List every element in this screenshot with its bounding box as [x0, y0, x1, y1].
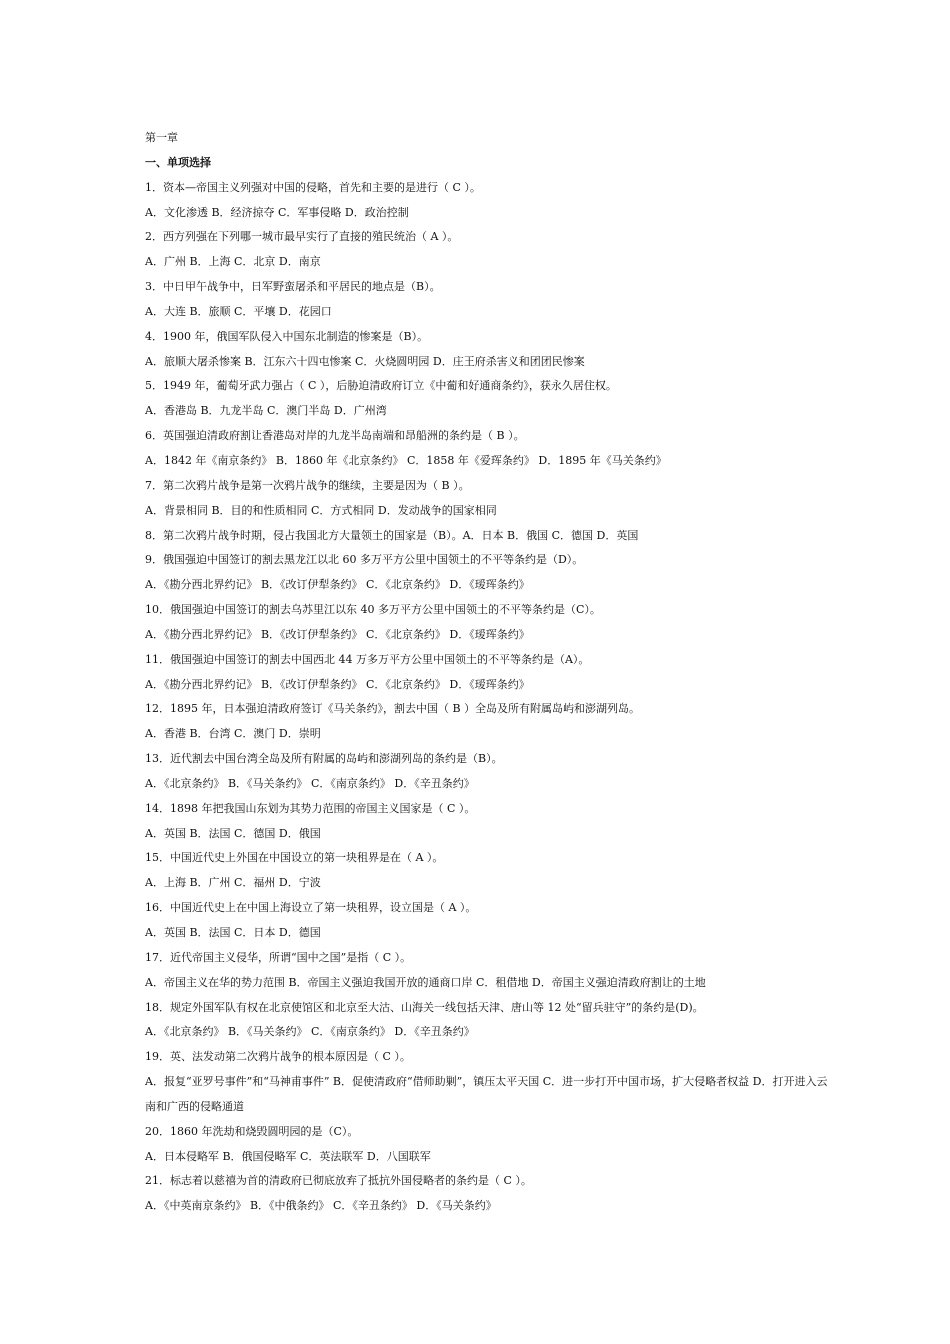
answer-options: A．报复“亚罗号事件”和“马神甫事件” B．促使清政府“借师助剿”，镇压太平天国 C．进一步打开中国市场，扩大侵略者权益 D．打开进入云南和广西的侵略通道 [145, 1075, 828, 1113]
question-text: 9．俄国强迫中国签订的割去黑龙江以北 60 多万平方公里中国领土的不平等条约是（D）。 [145, 553, 584, 567]
answer-options: A．《北京条约》 B．《马关条约》 C．《南京条约》 D．《辛丑条约》 [145, 1025, 475, 1039]
answer-options: A．《北京条约》 B．《马关条约》 C．《南京条约》 D．《辛丑条约》 [145, 776, 475, 790]
answer-options: A．文化渗透 B．经济掠夺 C．军事侵略 D．政治控制 [145, 205, 409, 219]
question-text: 19．英、法发动第二次鸦片战争的根本原因是（ C ）。 [145, 1050, 411, 1064]
answer-options: A．广州 B．上海 C．北京 D．南京 [145, 255, 321, 269]
question-text: 15．中国近代史上外国在中国设立的第一块租界是在（ A ）。 [145, 851, 444, 865]
question-text: 21．标志着以慈禧为首的清政府已彻底放弃了抵抗外国侵略者的条约是（ C ）。 [145, 1174, 532, 1188]
answer-options: A．英国 B．法国 C．德国 D．俄国 [145, 826, 321, 840]
question-text: 14．1898 年把我国山东划为其势力范围的帝国主义国家是（ C ）。 [145, 801, 476, 815]
question-text: 18．规定外国军队有权在北京使馆区和北京至大沽、山海关一线包括天津、唐山等 12 处“留兵驻守”的条约是(D)。 [145, 1000, 704, 1014]
answer-options: A．1842 年《南京条约》 B．1860 年《北京条约》 C．1858 年《爱珲条约》 D．1895 年《马关条约》 [145, 453, 667, 467]
question-text: 8．第二次鸦片战争时期，侵占我国北方大量领土的国家是（B）。A．日本 B．俄国 C．德国 D．英国 [145, 528, 639, 542]
question-text: 12．1895 年，日本强迫清政府签订《马关条约》，割去中国（ B ）全岛及所有附属岛屿和澎湖列岛。 [145, 702, 641, 716]
question-text: 10．俄国强迫中国签订的割去乌苏里江以东 40 多万平方公里中国领土的不平等条约是（C）。 [145, 603, 601, 617]
question-text: 7．第二次鸦片战争是第一次鸦片战争的继续，主要是因为（ B ）。 [145, 478, 470, 492]
section-heading: 一、单项选择 [145, 155, 211, 169]
question-text: 13．近代割去中国台湾全岛及所有附属的岛屿和澎湖列岛的条约是（B）。 [145, 752, 503, 766]
question-text: 4．1900 年，俄国军队侵入中国东北制造的惨案是（B）。 [145, 329, 429, 343]
answer-options: A．香港 B．台湾 C．澳门 D．崇明 [145, 727, 321, 741]
question-text: 16．中国近代史上在中国上海设立了第一块租界，设立国是（ A ）。 [145, 901, 477, 915]
answer-options: A．《勘分西北界约记》 B．《改订伊犁条约》 C．《北京条约》 D．《瑷珲条约》 [145, 677, 530, 691]
question-text: 2．西方列强在下列哪一城市最早实行了直接的殖民统治（ A ）。 [145, 230, 459, 244]
question-text: 11．俄国强迫中国签订的割去中国西北 44 万多万平方公里中国领土的不平等条约是（A）。 [145, 652, 590, 666]
answer-options: A．《勘分西北界约记》 B．《改订伊犁条约》 C．《北京条约》 D．《瑷珲条约》 [145, 578, 530, 592]
question-text: 1．资本—帝国主义列强对中国的侵略，首先和主要的是进行（ C ）。 [145, 180, 481, 194]
answer-options: A．旅顺大屠杀惨案 B．江东六十四屯惨案 C．火烧圆明园 D．庄王府杀害义和团团民惨案 [145, 354, 585, 368]
answer-options: A．英国 B．法国 C．日本 D．德国 [145, 926, 321, 939]
answer-options: A．香港岛 B．九龙半岛 C．澳门半岛 D．广州湾 [145, 404, 387, 418]
answer-options: A．背景相同 B．目的和性质相同 C．方式相同 D．发动战争的国家相同 [145, 503, 497, 517]
question-text: 5．1949 年，葡萄牙武力强占（ C ），后胁迫清政府订立《中葡和好通商条约》，获永久居住权。 [145, 379, 617, 393]
answer-options: A．上海 B．广州 C．福州 D．宁波 [145, 876, 321, 890]
question-list [145, 176, 835, 1219]
question-text: 6．英国强迫清政府割让香港岛对岸的九龙半岛南端和昂船洲的条约是（ B ）。 [145, 429, 525, 443]
answer-options: A．日本侵略军 B．俄国侵略军 C．英法联军 D．八国联军 [145, 1149, 431, 1163]
answer-options: A．《勘分西北界约记》 B．《改订伊犁条约》 C．《北京条约》 D．《瑷珲条约》 [145, 627, 530, 641]
question-text: 17．近代帝国主义侵华，所谓“国中之国”是指（ C ）。 [145, 950, 412, 964]
chapter-heading: 第一章 [145, 131, 178, 144]
answer-options: A．大连 B．旅顺 C．平壤 D．花园口 [145, 304, 332, 318]
question-text: 20．1860 年洗劫和烧毁圆明园的是（C）。 [145, 1124, 359, 1138]
answer-options: A．帝国主义在华的势力范围 B．帝国主义强迫我国开放的通商口岸 C．租借地 D．帝国主义强迫清政府割让的土地 [145, 975, 706, 989]
document-body [145, 126, 835, 1219]
question-text: 3．中日甲午战争中，日军野蛮屠杀和平居民的地点是（B）。 [145, 280, 441, 294]
answer-options: A．《中英南京条约》 B．《中俄条约》 C．《辛丑条约》 D．《马关条约》 [145, 1199, 497, 1213]
